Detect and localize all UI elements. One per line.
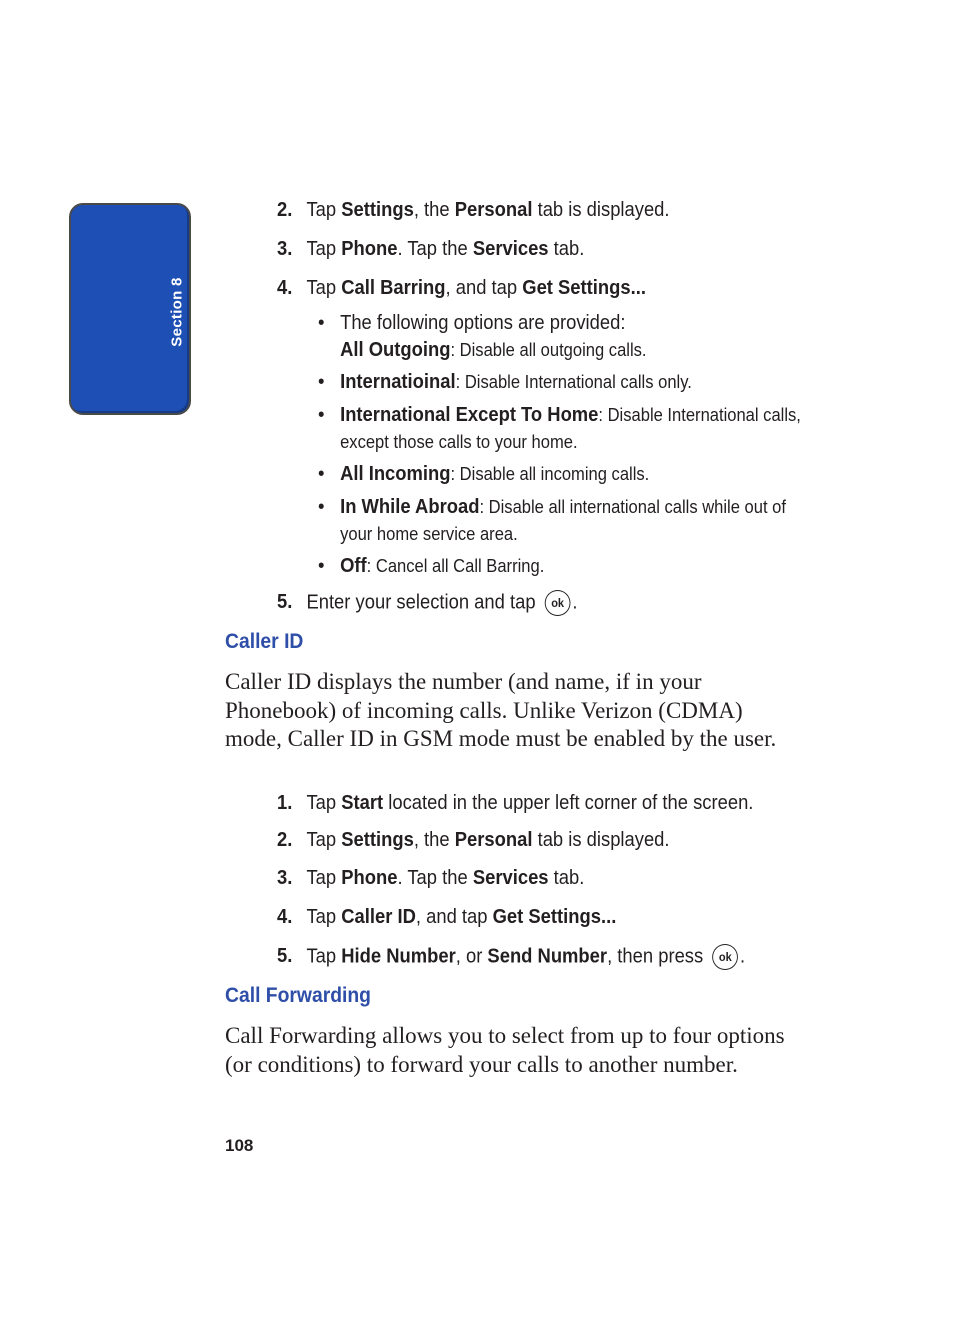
caller-id-step-1: 1. Tap Start located in the upper left corner of the screen. — [277, 792, 754, 814]
caller-id-paragraph: Caller ID displays the number (and name, if in your Phonebook) of incoming calls. Unlike Verizon (CDMA) mode, Caller ID in GSM mode must be enabled by the user. — [225, 669, 777, 751]
barring-option-all-outgoing: • The following options are provided: All Outgoing: Disable all outgoing calls. — [318, 312, 647, 361]
caller-id-step-3: 3. Tap Phone. Tap the Services tab. — [277, 867, 585, 889]
step-5-enter-selection: 5. Enter your selection and tap ok . — [277, 590, 577, 616]
call-forwarding-heading: Call Forwarding — [225, 984, 371, 1007]
caller-id-step-2: 2. Tap Settings, the Personal tab is displayed. — [277, 829, 670, 851]
barring-option-international: • Internatioinal: Disable International calls only. — [318, 371, 692, 393]
barring-option-international-except-home: • International Except To Home: Disable International calls, except those calls to your home. — [318, 404, 801, 452]
step-2-settings: 2. Tap Settings, the Personal tab is displayed. — [277, 199, 670, 221]
ok-key-icon: ok — [545, 590, 571, 616]
barring-option-all-incoming: • All Incoming: Disable all incoming calls. — [318, 463, 650, 485]
barring-option-off: • Off: Cancel all Call Barring. — [318, 555, 545, 577]
caller-id-heading: Caller ID — [225, 630, 304, 653]
page-number: 108 — [225, 1136, 254, 1155]
ok-key-icon: ok — [712, 944, 738, 970]
barring-option-in-while-abroad: • In While Abroad: Disable all international calls while out of your home service area. — [318, 496, 786, 544]
caller-id-step-5: 5. Tap Hide Number, or Send Number, then press ok . — [277, 944, 745, 970]
step-3-phone: 3. Tap Phone. Tap the Services tab. — [277, 238, 585, 260]
section-tab-label: Section 8 — [168, 277, 186, 347]
call-forwarding-paragraph: Call Forwarding allows you to select from up to four options (or conditions) to forward your calls to another number. — [225, 1023, 785, 1077]
step-4-call-barring: 4. Tap Call Barring, and tap Get Settings... — [277, 277, 646, 299]
caller-id-step-4: 4. Tap Caller ID, and tap Get Settings... — [277, 906, 617, 928]
